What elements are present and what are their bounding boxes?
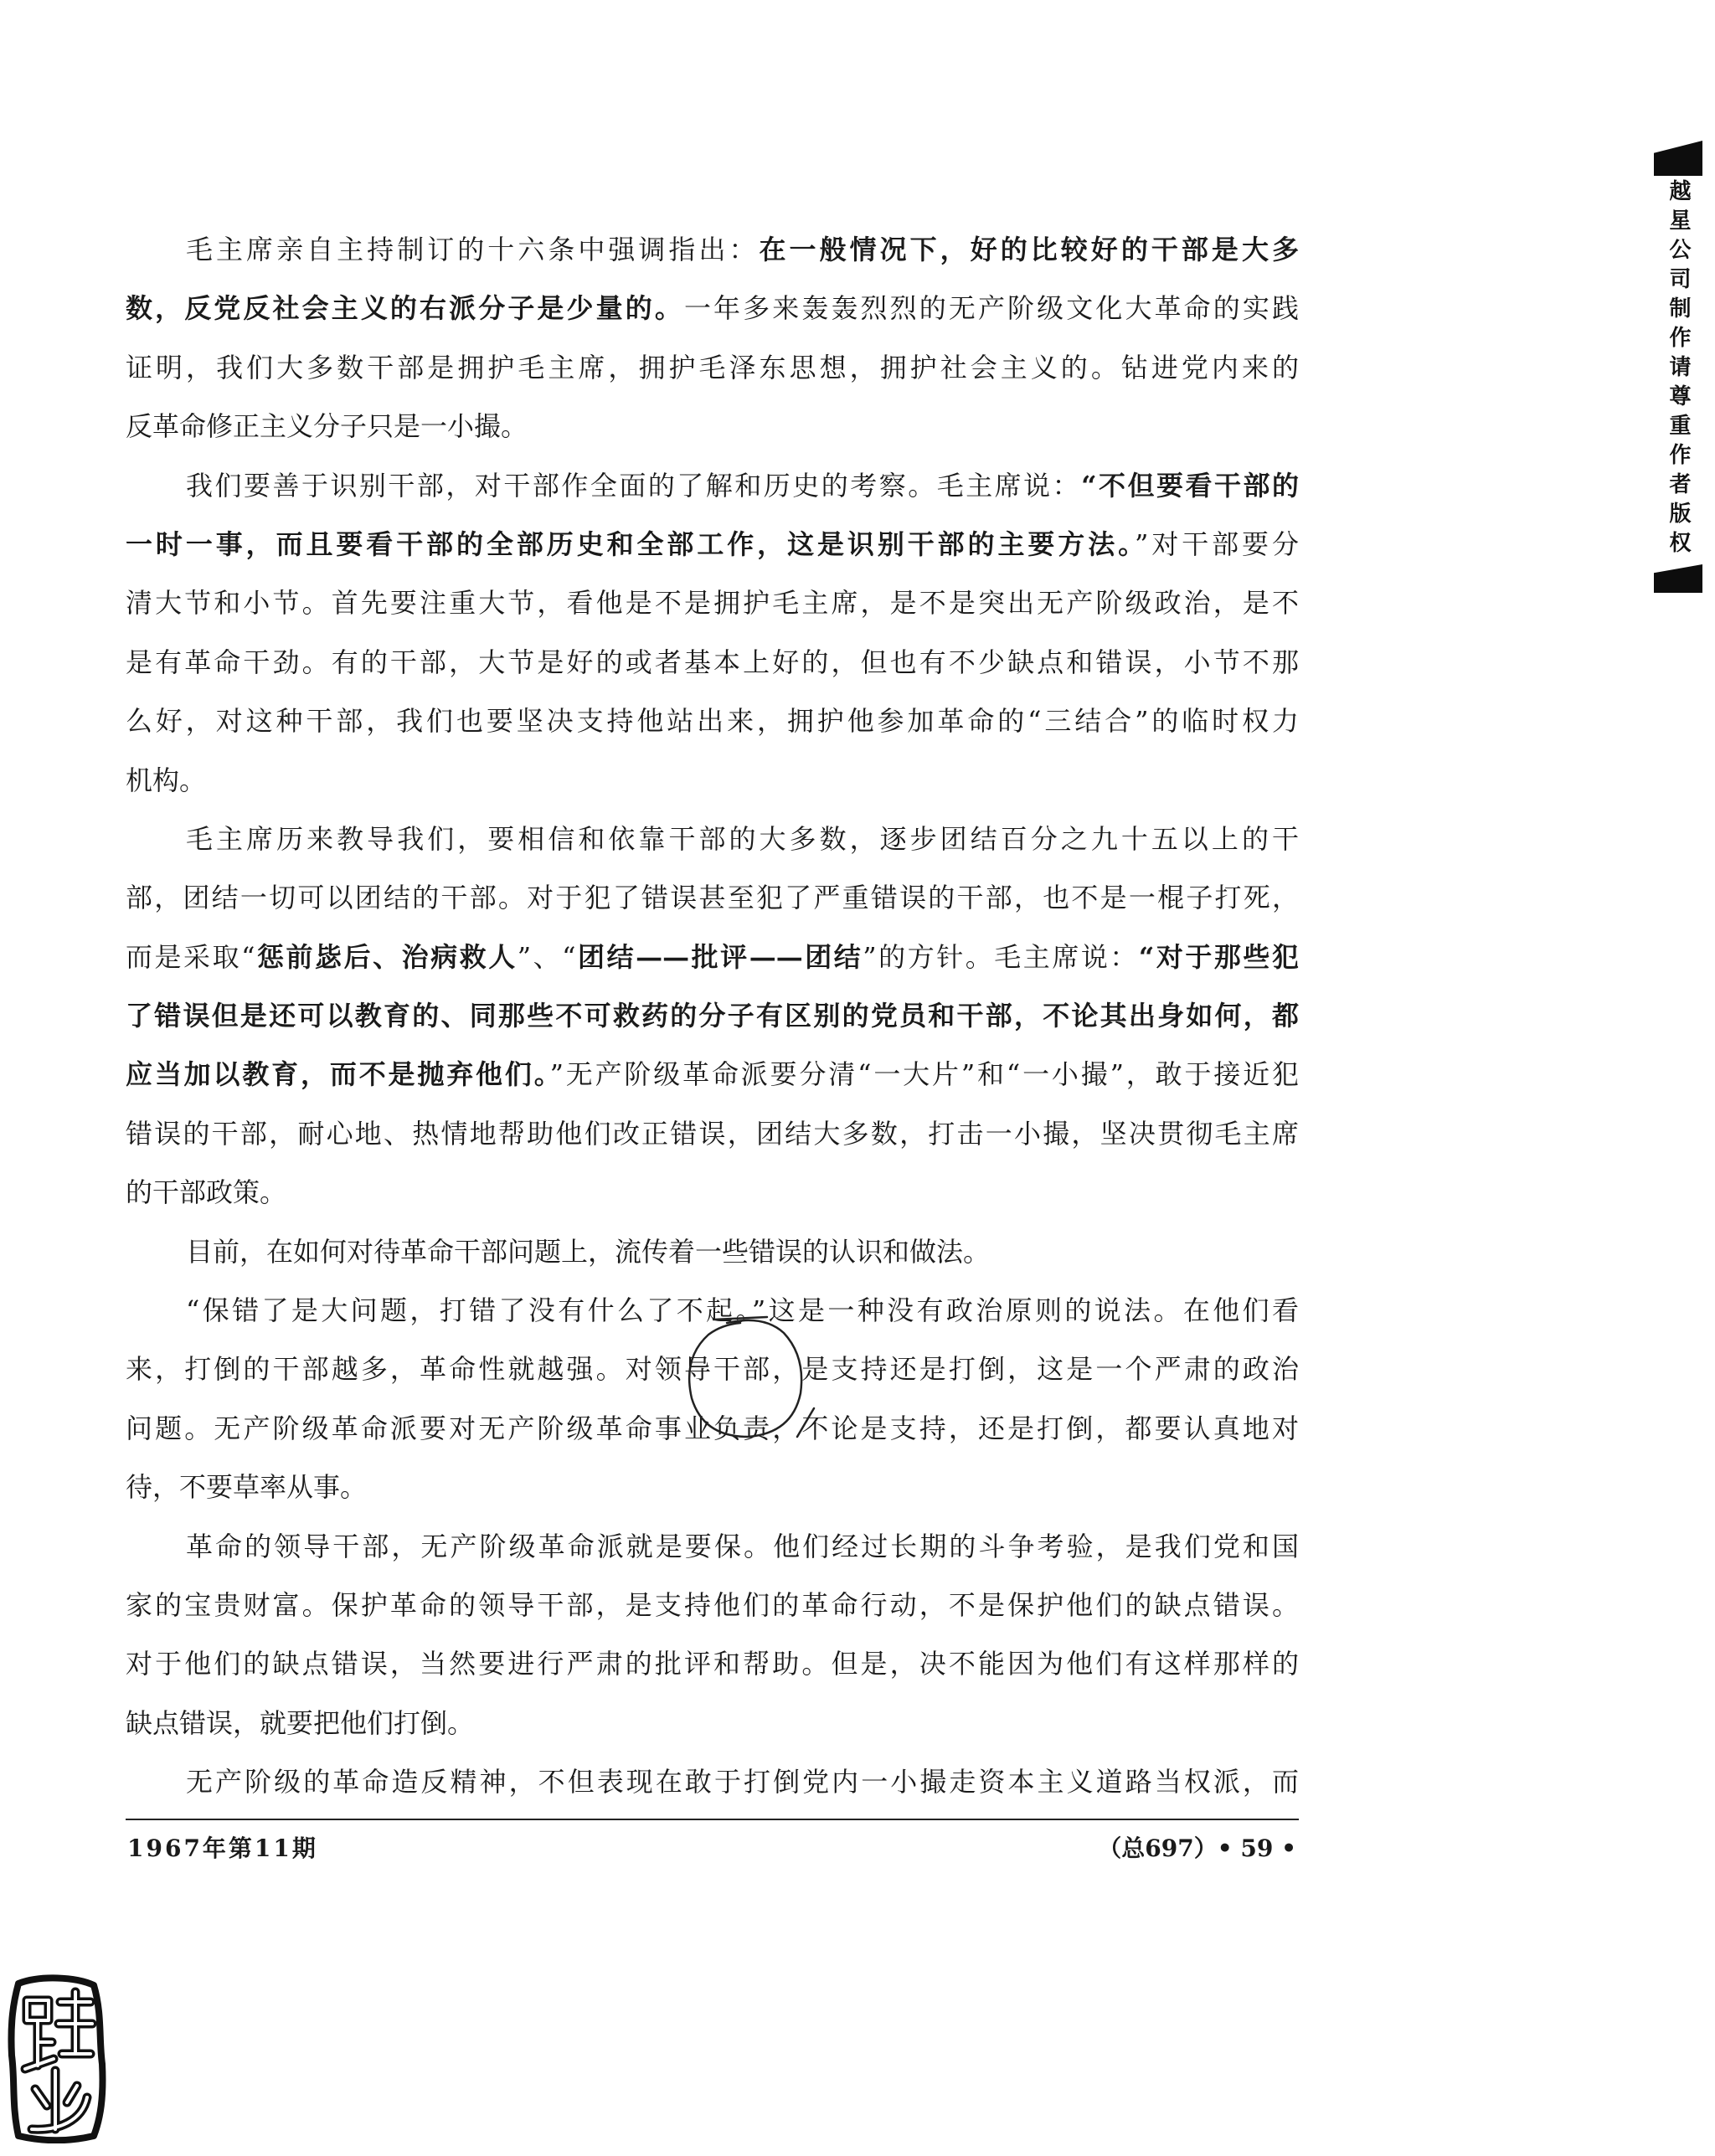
- watermark-line-2: 请尊重作者版权: [1666, 355, 1691, 560]
- text-line: [126, 1634, 1299, 1693]
- text-line: [126, 1576, 1299, 1634]
- text-run: 而是采取“: [126, 940, 255, 973]
- paragraph-3: [126, 810, 1299, 1222]
- text-line: [126, 1045, 1299, 1104]
- text-line: [126, 279, 1299, 337]
- text-line: [126, 692, 1299, 750]
- emphasis-text: 应当加以教育，而不是抛弃他们。: [126, 1058, 550, 1091]
- text-line: [126, 456, 1299, 515]
- text-run: 部，团结一切可以团结的干部。对于犯了错误甚至犯了严重错误的干部，也不是一棍子打死，: [126, 882, 1299, 914]
- text-line: [126, 1399, 1299, 1458]
- text-line: [126, 338, 1299, 397]
- text-run: 来，打倒的干部越多，革命性就越强。对领导干部，是支持还是打倒，这是一个严肃的政治: [126, 1353, 1299, 1386]
- text-run: 毛主席亲自主持制订的十六条中强调指出：: [186, 234, 760, 265]
- text-run: 反革命修正主义分子只是一小撮。: [126, 410, 528, 443]
- text-run: 我们要善于识别干部，对干部作全面的了解和历史的考察。毛主席说：: [186, 469, 1082, 502]
- emphasis-text: 数，反党反社会主义的右派分子是少量的。: [126, 292, 684, 325]
- text-line: [126, 1340, 1299, 1398]
- footer-divider: [126, 1819, 1299, 1820]
- text-run: 无产阶级的革命造反精神，不但表现在敢于打倒党内一小撮走资本主义道路当权派，而: [186, 1766, 1299, 1798]
- article-body: [126, 220, 1299, 1812]
- text-line: [126, 1163, 1299, 1222]
- text-line: [126, 928, 1299, 986]
- emphasis-text: 惩前毖后、治病救人: [255, 940, 518, 973]
- seal-stamp-icon: [7, 1972, 107, 2143]
- paragraph-4: [126, 1222, 1299, 1281]
- text-run: ”对干部要分: [1135, 527, 1299, 560]
- text-line: [126, 810, 1299, 868]
- text-run: “保错了是大问题，打错了没有什么了不起。”这是一种没有政治原则的说法。在他们看: [186, 1294, 1299, 1327]
- emphasis-text: 了错误但是还可以教育的、同那些不可救药的分子有区别的党员和干部，不论其出身如何，都: [126, 1000, 1299, 1032]
- text-run: 机构。: [126, 764, 207, 796]
- text-run: 对于他们的缺点错误，当然要进行严肃的批评和帮助。但是，决不能因为他们有这样那样的: [126, 1648, 1299, 1680]
- text-line: [126, 986, 1299, 1045]
- text-line: [126, 751, 1299, 810]
- emphasis-text: “不但要看干部的: [1081, 469, 1299, 502]
- paragraph-2: [126, 456, 1299, 810]
- paragraph-7: [126, 1752, 1299, 1811]
- text-line: [126, 1517, 1299, 1576]
- page-number: （总697）• 59 •: [1098, 1834, 1296, 1862]
- text-run: 么好，对这种干部，我们也要坚决支持他站出来，拥护他参加革命的“三结合”的临时权力: [126, 705, 1299, 738]
- text-line: [126, 220, 1299, 279]
- paragraph-6: [126, 1517, 1299, 1753]
- emphasis-text: 团结——批评——团结: [575, 940, 863, 973]
- text-run: 证明，我们大多数干部是拥护毛主席，拥护毛泽东思想，拥护社会主义的。钻进党内来的: [126, 351, 1299, 383]
- issue-label: 1967年第11期: [127, 1834, 318, 1862]
- text-line: [126, 868, 1299, 927]
- text-run: 的干部政策。: [126, 1176, 287, 1209]
- text-line: [126, 1222, 1299, 1281]
- text-run: 问题。无产阶级革命派要对无产阶级革命事业负责，不论是支持，还是打倒，都要认真地对: [126, 1412, 1299, 1444]
- text-line: [126, 1458, 1299, 1516]
- text-run: 毛主席历来教导我们，要相信和依靠干部的大多数，逐步团结百分之九十五以上的干: [186, 822, 1299, 855]
- text-line: [126, 574, 1299, 632]
- emphasis-text: 一时一事，而且要看干部的全部历史和全部工作，这是识别干部的主要方法。: [126, 527, 1136, 560]
- watermark-line-1: 越星公司制作: [1666, 179, 1691, 355]
- emphasis-text: 在一般情况下，好的比较好的干部是大多: [759, 234, 1299, 265]
- text-line: [126, 633, 1299, 692]
- emphasis-text: “对于那些犯: [1138, 940, 1299, 973]
- text-run: 错误的干部，耐心地、热情地帮助他们改正错误，团结大多数，打击一小撮，坚决贯彻毛主席: [126, 1117, 1299, 1150]
- text-run: 目前，在如何对待革命干部问题上，流传着一些错误的认识和做法。: [186, 1235, 991, 1268]
- text-run: ”的方针。毛主席说：: [863, 940, 1139, 973]
- text-line: [126, 1694, 1299, 1752]
- text-run: 家的宝贵财富。保护革命的领导干部，是支持他们的革命行动，不是保护他们的缺点错误。: [126, 1588, 1299, 1621]
- text-run: 待，不要草率从事。: [126, 1471, 368, 1504]
- text-line: [126, 515, 1299, 574]
- text-run: 缺点错误，就要把他们打倒。: [126, 1706, 475, 1739]
- text-run: 是有革命干劲。有的干部，大节是好的或者基本上好的，但也有不少缺点和错误，小节不那: [126, 646, 1299, 678]
- text-line: [126, 1104, 1299, 1163]
- text-run: ”无产阶级革命派要分清“一大片”和“一小撮”，敢于接近犯: [549, 1058, 1299, 1091]
- text-line: [126, 397, 1299, 455]
- text-line: [126, 1752, 1299, 1811]
- paragraph-1: [126, 220, 1299, 456]
- text-run: 一年多来轰轰烈烈的无产阶级文化大革命的实践: [683, 292, 1299, 325]
- watermark-bar-bottom: [1654, 564, 1702, 593]
- watermark-bar-top: [1654, 141, 1702, 176]
- text-run: ”、“: [517, 940, 576, 973]
- watermark-text: [1661, 179, 1695, 564]
- text-line: [126, 1281, 1299, 1340]
- paragraph-5: [126, 1281, 1299, 1517]
- text-run: 革命的领导干部，无产阶级革命派就是要保。他们经过长期的斗争考验，是我们党和国: [186, 1530, 1299, 1562]
- text-run: 清大节和小节。首先要注重大节，看他是不是拥护毛主席，是不是突出无产阶级政治，是不: [126, 587, 1299, 620]
